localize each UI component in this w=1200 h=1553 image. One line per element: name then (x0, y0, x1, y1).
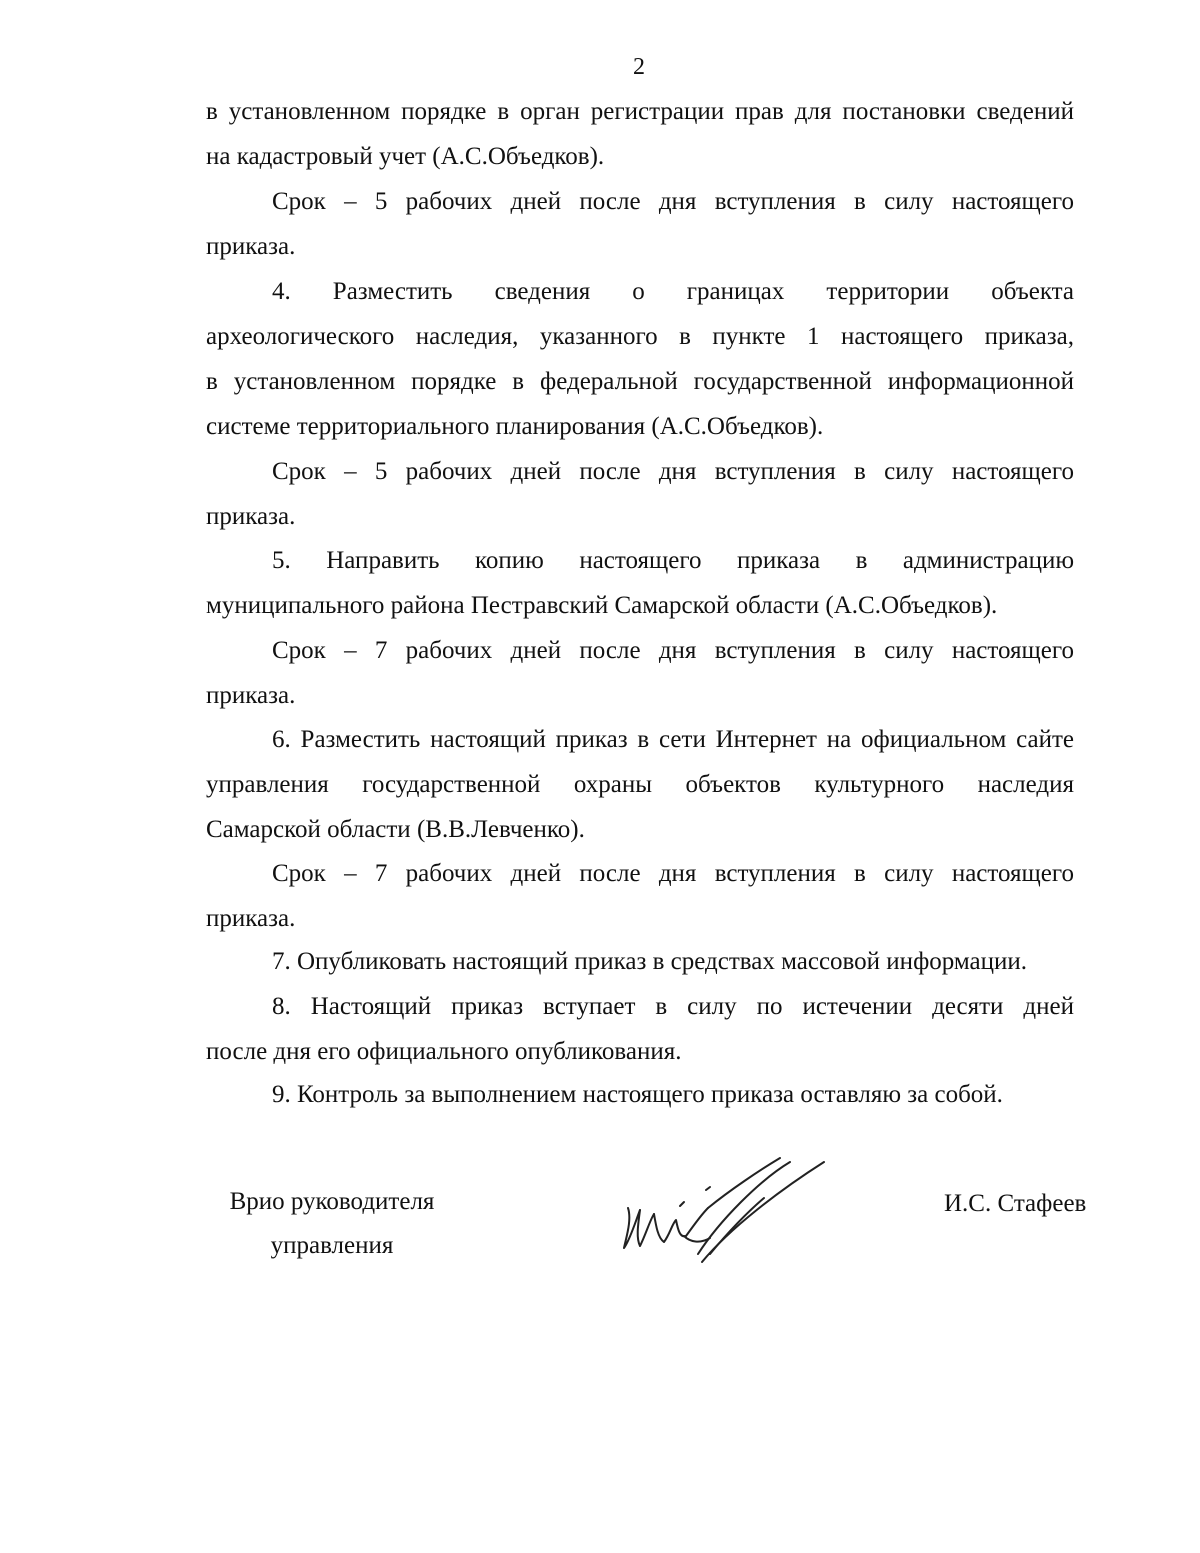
text-line: муниципального района Пестравский Самарской области (А.С.Объедков). (206, 592, 998, 619)
text-line: 6. Разместить настоящий приказ в сети Интернет на официальном сайте (272, 726, 1074, 753)
page-number: 2 (633, 54, 645, 80)
signatory-position (222, 1180, 442, 1268)
text-line: приказа. (206, 682, 296, 709)
position-line: управления (270, 1232, 394, 1259)
text-line: управления государственной охраны объектов культурного наследия (206, 771, 1074, 798)
text-line: Самарской области (В.В.Левченко). (206, 816, 585, 843)
position-line: Врио руководителя (229, 1188, 435, 1215)
text-line: системе территориального планирования (А.С.Объедков). (206, 413, 824, 440)
text-line: после дня его официального опубликования. (206, 1038, 682, 1065)
text-line: Срок – 5 рабочих дней после дня вступления в силу настоящего (272, 188, 1074, 215)
text-line: на кадастровый учет (А.С.Объедков). (206, 143, 605, 170)
signatory-name: И.С. Стафеев (944, 1190, 1087, 1217)
text-line: 7. Опубликовать настоящий приказ в средствах массовой информации. (272, 948, 1028, 975)
text-line: в установленном порядке в орган регистрации прав для постановки сведений (206, 98, 1074, 125)
text-line: 9. Контроль за выполнением настоящего приказа оставляю за собой. (272, 1081, 1003, 1108)
text-line: 8. Настоящий приказ вступает в силу по истечении десяти дней (272, 993, 1074, 1020)
text-line: Срок – 7 рабочих дней после дня вступления в силу настоящего (272, 637, 1074, 664)
text-line: 4. Разместить сведения о границах территории объекта (272, 278, 1074, 305)
text-line: 5. Направить копию настоящего приказа в администрацию (272, 547, 1074, 574)
handwritten-signature (610, 1150, 840, 1270)
text-line: археологического наследия, указанного в пункте 1 настоящего приказа, (206, 323, 1074, 350)
text-line: в установленном порядке в федеральной государственной информационной (206, 368, 1074, 395)
text-line: приказа. (206, 233, 296, 260)
text-line: Срок – 5 рабочих дней после дня вступления в силу настоящего (272, 458, 1074, 485)
text-line: приказа. (206, 905, 296, 932)
text-line: Срок – 7 рабочих дней после дня вступления в силу настоящего (272, 860, 1074, 887)
text-line: приказа. (206, 503, 296, 530)
